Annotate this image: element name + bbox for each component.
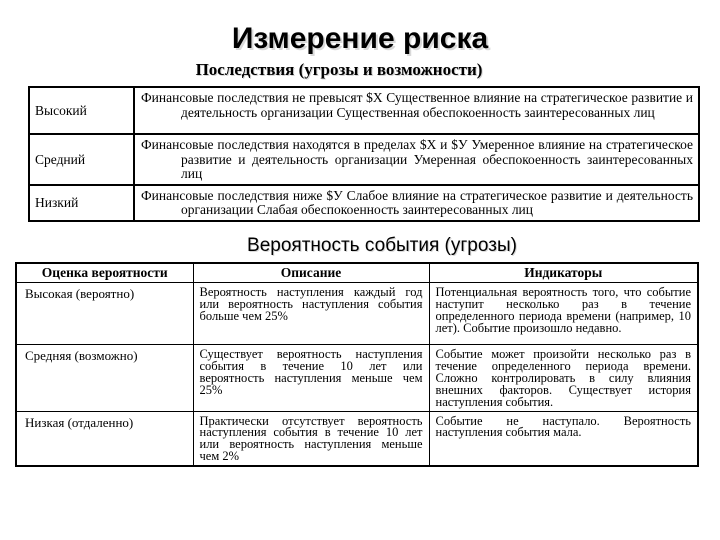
consequences-section-title: Последствия (угрозы и возможности) <box>195 60 483 79</box>
probability-description-cell: Существует вероятность наступления события в течение 10 лет или вероятность наступления меньше чем 25% <box>193 345 429 412</box>
column-header-description: Описание <box>193 263 429 283</box>
consequences-table <box>28 86 700 222</box>
probability-table <box>15 262 699 467</box>
table-row <box>29 87 699 134</box>
probability-indicators-cell: Событие не наступало. Вероятность наступления события мала. <box>429 411 698 466</box>
consequence-level-cell: Средний <box>29 134 134 185</box>
probability-assessment-cell: Высокая (вероятно) <box>16 283 193 345</box>
consequence-level-cell: Высокий <box>29 87 134 134</box>
consequence-description-cell: Финансовые последствия находятся в пределах $X и $У Умеренное влияние на стратегическое развитие и деятельность организации Умеренная обеспокоенность заинтересованных лиц <box>134 134 699 185</box>
table-header-row <box>16 263 698 283</box>
probability-indicators-cell: Событие может произойти несколько раз в течение определенного периода времени. Сложно контролировать в силу влияния внешних факторов. Существует история наступления события. <box>429 345 698 412</box>
table-row <box>29 134 699 185</box>
column-header-indicators: Индикаторы <box>429 263 698 283</box>
probability-description-cell: Практически отсутствует вероятность наступления события в течение 10 лет или вероятность наступления меньше чем 2% <box>193 411 429 466</box>
probability-indicators-cell: Потенциальная вероятность того, что событие наступит несколько раз в течение определенного периода времени (например, 10 лет). Событие произошло недавно. <box>429 283 698 345</box>
table-row <box>16 345 698 412</box>
probability-section-title: Вероятность события (угрозы) <box>247 235 517 256</box>
slide-title: Измерение риска <box>231 22 489 55</box>
consequence-level-cell: Низкий <box>29 185 134 221</box>
probability-assessment-cell: Низкая (отдаленно) <box>16 411 193 466</box>
consequence-description-cell: Финансовые последствия ниже $У Слабое влияние на стратегическое развитие и деятельность организации Слабая обеспокоенность заинтересованных лиц <box>134 185 699 221</box>
table-row <box>16 283 698 345</box>
table-row <box>16 411 698 466</box>
probability-assessment-cell: Средняя (возможно) <box>16 345 193 412</box>
consequence-description-cell: Финансовые последствия не превысят $X Существенное влияние на стратегическое развитие и деятельность организации Существенная обеспокоенность заинтересованных лиц <box>134 87 699 134</box>
column-header-assessment: Оценка вероятности <box>16 263 193 283</box>
table-row <box>29 185 699 221</box>
probability-description-cell: Вероятность наступления каждый год или вероятность наступления события больше чем 25% <box>193 283 429 345</box>
